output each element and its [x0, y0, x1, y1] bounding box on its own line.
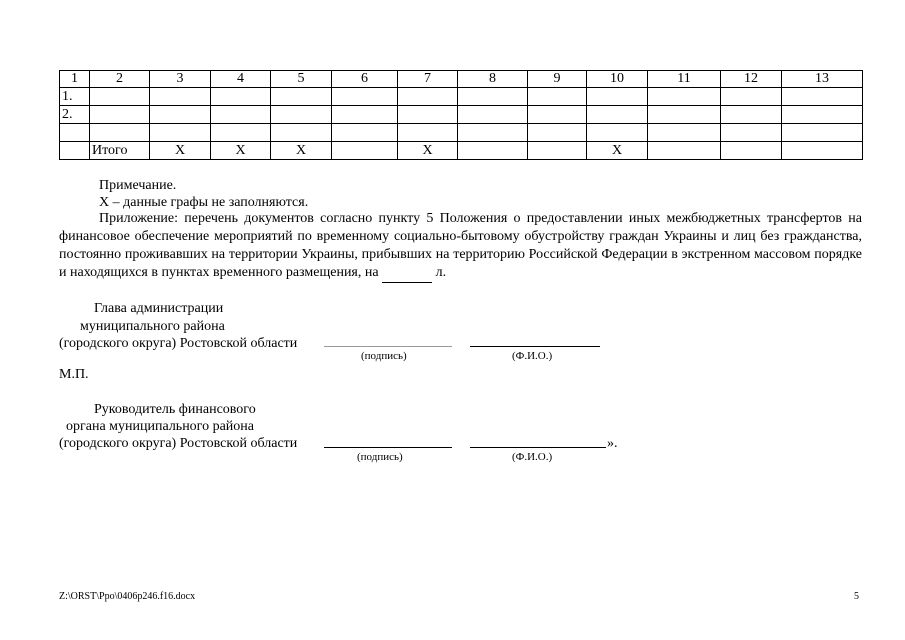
sig2-fio-label: (Ф.И.О.)	[512, 451, 553, 463]
table-cell	[648, 124, 721, 142]
table-cell	[528, 88, 587, 106]
table-cell	[398, 88, 458, 106]
appendix-text: Приложение: перечень документов согласно пункту 5 Положения о предоставлении иных межбюджетных трансфертов на финансовое обеспечение мероприятий по временному социально-бытовому обустройству граждан Украины и лиц без гражданства, постоянно проживавших на территории Украины, прибывших на территорию Российской Федерации в экстренном массовом порядке и находящихся в пунктах временного размещения, на	[59, 211, 862, 280]
table-cell	[90, 106, 150, 124]
table-cell: X	[150, 142, 211, 160]
table-cell	[211, 106, 271, 124]
sig2-sign-label: (подпись)	[357, 451, 403, 463]
report-table	[59, 70, 863, 160]
table-cell	[587, 106, 648, 124]
table-cell	[332, 106, 398, 124]
sig1-line3: (городского округа) Ростовской области	[59, 336, 298, 351]
table-cell	[398, 106, 458, 124]
sig1-line1: Глава администрации	[94, 301, 224, 316]
table-cell	[211, 124, 271, 142]
sig1-sign-label: (подпись)	[361, 350, 407, 362]
table-cell	[458, 106, 528, 124]
footer-file-path: Z:\ORST\Ppo\0406p246.f16.docx	[59, 591, 196, 602]
table-cell	[587, 124, 648, 142]
table-header-cell: 13	[782, 71, 863, 88]
sig2-line2: органа муниципального района	[66, 419, 254, 434]
table-header-cell: 5	[271, 71, 332, 88]
table-header-cell: 12	[721, 71, 782, 88]
table-cell: Итого	[90, 142, 150, 160]
table-cell	[528, 142, 587, 160]
table-cell: 1.	[60, 88, 90, 106]
sig1-signature-line	[324, 346, 452, 347]
table-cell	[458, 88, 528, 106]
stamp-mark: М.П.	[59, 367, 89, 382]
sig1-line2: муниципального района	[80, 319, 225, 334]
table-body	[60, 71, 863, 160]
table-cell	[458, 142, 528, 160]
table-header-cell: 9	[528, 71, 587, 88]
table-row	[60, 142, 863, 160]
table-cell	[271, 124, 332, 142]
table-cell	[90, 124, 150, 142]
note-line: X – данные графы не заполняются.	[99, 195, 309, 210]
sig1-fio-line	[470, 346, 600, 347]
table-cell	[211, 88, 271, 106]
table-cell	[648, 88, 721, 106]
table-header-cell: 10	[587, 71, 648, 88]
table-cell	[332, 88, 398, 106]
sig2-line1: Руководитель финансового	[94, 402, 256, 417]
table-header-cell: 3	[150, 71, 211, 88]
table-cell	[332, 124, 398, 142]
page-number: 5	[854, 591, 859, 602]
table-cell: 2.	[60, 106, 90, 124]
table-cell	[60, 124, 90, 142]
note-title: Примечание.	[99, 178, 177, 193]
table-header-cell: 4	[211, 71, 271, 88]
table-cell: X	[587, 142, 648, 160]
sig2-signature-line	[324, 447, 452, 448]
table-cell	[150, 124, 211, 142]
table-cell: X	[398, 142, 458, 160]
table-cell	[150, 106, 211, 124]
table-cell	[90, 88, 150, 106]
sig1-fio-label: (Ф.И.О.)	[512, 350, 553, 362]
appendix-end: л.	[435, 265, 447, 280]
table-header-cell: 7	[398, 71, 458, 88]
table-row	[60, 88, 863, 106]
table-cell	[271, 106, 332, 124]
table-cell	[271, 88, 332, 106]
table-cell	[60, 142, 90, 160]
table-cell	[721, 124, 782, 142]
table-header-cell: 1	[60, 71, 90, 88]
table-cell	[648, 106, 721, 124]
appendix-blank	[382, 264, 432, 283]
sig2-closing: ».	[607, 436, 618, 451]
table-cell	[528, 106, 587, 124]
table-cell	[782, 106, 863, 124]
table-cell	[332, 142, 398, 160]
table-cell	[782, 88, 863, 106]
table-cell	[587, 88, 648, 106]
table-row	[60, 106, 863, 124]
table-cell	[458, 124, 528, 142]
table-cell	[398, 124, 458, 142]
table-cell	[528, 124, 587, 142]
sig2-fio-line	[470, 447, 606, 448]
table-header-cell: 8	[458, 71, 528, 88]
table-header-row	[60, 71, 863, 88]
table-cell	[150, 88, 211, 106]
table-cell	[648, 142, 721, 160]
table-header-cell: 6	[332, 71, 398, 88]
table-cell	[721, 142, 782, 160]
table-cell	[721, 88, 782, 106]
appendix-paragraph	[59, 210, 862, 283]
table-cell	[721, 106, 782, 124]
table-cell: X	[271, 142, 332, 160]
table-header-cell: 11	[648, 71, 721, 88]
table-cell	[782, 142, 863, 160]
table-cell: X	[211, 142, 271, 160]
table-cell	[782, 124, 863, 142]
table-row	[60, 124, 863, 142]
sig2-line3: (городского округа) Ростовской области	[59, 436, 298, 451]
table-header-cell: 2	[90, 71, 150, 88]
